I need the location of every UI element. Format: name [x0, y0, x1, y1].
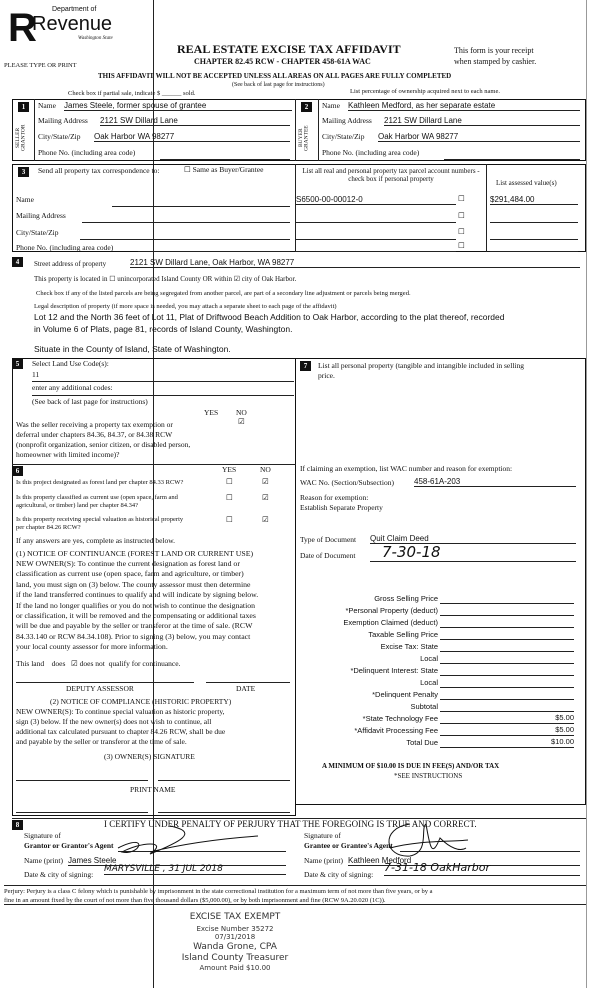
- notice1-line: land, you must sign on (3) below. The county assessor must then determine: [16, 579, 251, 589]
- street-label: Street address of property: [34, 260, 107, 268]
- see-back: (See back of last page for instructions): [232, 82, 325, 88]
- buyer-label: BUYER GRANTEE: [298, 125, 310, 151]
- treasurer-name: Wanda Grone, CPA: [193, 942, 277, 952]
- section-number: 7: [300, 361, 311, 371]
- doc-type-field[interactable]: Quit Claim Deed: [370, 534, 576, 544]
- assessed-header: List assessed value(s): [496, 179, 557, 187]
- fee-label: Gross Selling Price: [374, 594, 438, 603]
- legal-label: Legal description of property (if more space is needed, you may attach a separate sheet to each page of the affidavit): [34, 303, 337, 310]
- exemption-question: Was the seller receiving a property tax exemption or: [16, 420, 173, 429]
- assessed-value-field[interactable]: $291,484.00: [490, 195, 578, 205]
- personal-property-checkbox[interactable]: ☐: [458, 227, 465, 236]
- label: Name: [322, 101, 340, 110]
- personal-property-checkbox[interactable]: ☐: [458, 211, 465, 220]
- stamp-date: 07/31/2018: [214, 933, 256, 941]
- grantor-date-field[interactable]: MARYSVILLE , 31 JUL 2018: [104, 864, 286, 875]
- segregated-note[interactable]: Check box if any of the listed parcels are being segregated from another parcel, are part of a secondary line adjustment or parcels being merged.: [36, 290, 411, 297]
- logo-name: Revenue: [32, 13, 113, 35]
- fee-value[interactable]: [440, 665, 574, 676]
- grantee-date-field[interactable]: 7-31-18 OakHarbor: [384, 862, 580, 876]
- yes-header: YES: [222, 465, 237, 474]
- fee-label: *Affidavit Processing Fee: [354, 726, 438, 735]
- perjury-note: Perjury: Perjury is a class C felony which is punishable by imprisonment in the state correctional institution for a maximum term of not more than five years, or by a: [4, 888, 433, 895]
- notice1-line: or classification, it will be removed and the compensating or additional taxes: [16, 611, 256, 620]
- if-yes-note: If any answers are yes, complete as instructed below.: [16, 536, 176, 545]
- fee-value[interactable]: [440, 701, 574, 712]
- fee-label: *Delinquent Penalty: [372, 690, 438, 699]
- same-as-checkbox[interactable]: ☐ Same as Buyer/Grantee: [184, 165, 264, 174]
- section-number: 5: [12, 359, 23, 369]
- label: Signature of: [24, 831, 61, 840]
- legal-description: Lot 12 and the North 36 feet of Lot 11, Plat of Driftwood Beach Addition to Oak Harbor, according to the plat thereof, recorded: [34, 312, 505, 322]
- grantor-name-field[interactable]: James Steele: [68, 856, 286, 866]
- legal-description: Situate in the County of Island, State of Washington.: [34, 344, 231, 354]
- fee-value[interactable]: [440, 677, 574, 688]
- seller-phone-field[interactable]: [160, 149, 290, 160]
- warning: THIS AFFIDAVIT WILL NOT BE ACCEPTED UNLESS ALL AREAS ON ALL PAGES ARE FULLY COMPLETED: [98, 72, 452, 80]
- does-not-checkbox[interactable]: ☑: [71, 659, 78, 668]
- notice1-line: if the land transferred continues to qualify and will indicate by signing below.: [16, 590, 259, 600]
- historic-question: Is this property receiving special valuation as historical property: [16, 516, 184, 523]
- section-number: 2: [301, 102, 312, 112]
- street-address-field[interactable]: 2121 SW Dillard Lane, Oak Harbor, WA 98277: [130, 258, 580, 268]
- doc-date-label: Date of Document: [300, 551, 356, 560]
- date-label: DATE: [236, 684, 256, 693]
- exemption-question: deferral under chapters 84.36, 84.37, or 84.38 RCW: [16, 430, 173, 439]
- fee-value[interactable]: [440, 689, 574, 700]
- notice1-line: will be due and payable by the seller or transferor at the time of sale. (RCW: [16, 621, 253, 631]
- fee-value[interactable]: [440, 653, 574, 664]
- logo-dept: Department of: [52, 6, 97, 13]
- notice1-title: (1) NOTICE OF CONTINUANCE (FOREST LAND OR CURRENT USE): [16, 549, 254, 558]
- label: does: [51, 659, 66, 668]
- fee-label: Taxable Selling Price: [368, 630, 438, 639]
- fee-label: Exemption Claimed (deduct): [343, 618, 438, 627]
- label: This property is located in: [34, 275, 108, 283]
- no-header: NO: [236, 408, 247, 417]
- notice1-line: 84.33.140 or RCW 84.34.108). Prior to signing (3) below, you may contact: [16, 631, 251, 641]
- reason-label: Reason for exemption:: [300, 493, 369, 502]
- exemption-question: homeowner with limited income)?: [16, 450, 120, 459]
- notice2-line: additional tax calculated pursuant to chapter 84.26 RCW, shall be due: [16, 727, 226, 736]
- label: Signature of: [304, 831, 341, 840]
- buyer-name-field[interactable]: Kathleen Medford, as her separate estate: [348, 101, 580, 111]
- label: Phone No. (including area code): [322, 148, 420, 157]
- fee-value[interactable]: [440, 641, 574, 652]
- notice2-line: and payable by the seller or transferor at the time of sale.: [16, 737, 187, 746]
- see-back: (See back of last page for instructions): [32, 397, 148, 406]
- label: Mailing Address: [322, 116, 372, 125]
- wac-label: WAC No. (Section/Subsection): [300, 478, 394, 487]
- fee-label: Local: [420, 654, 438, 663]
- no-header: NO: [260, 465, 271, 474]
- label: does not: [79, 659, 105, 668]
- yes-header: YES: [204, 408, 219, 417]
- notice2-title: (2) NOTICE OF COMPLIANCE (HISTORIC PROPERTY): [50, 697, 232, 706]
- continuance-line: [16, 660, 180, 669]
- parcels-header: List all real and personal property tax parcel account numbers - check box if personal property: [302, 167, 480, 184]
- excise-number: Excise Number 35272: [196, 925, 274, 933]
- label: Date & city of signing:: [24, 870, 94, 879]
- exemption-label: If claiming an exemption, list WAC number and reason for exemption:: [300, 464, 513, 473]
- label: Mailing Address: [38, 116, 88, 125]
- notice1-line: your local county assessor for more information.: [16, 642, 168, 652]
- fee-label: Excise Tax: State: [380, 642, 438, 651]
- exemption-no-checkbox[interactable]: ☑: [238, 417, 245, 426]
- notice1-line: If the land no longer qualifies or you do not wish to continue the designation: [16, 600, 256, 610]
- wac-field[interactable]: 458-61A-203: [414, 477, 576, 487]
- exemption-question: (nonprofit organization, senior citizen, or disabled person,: [16, 440, 191, 449]
- notice2-line: NEW OWNER(S): To continue special valuation as historic property,: [16, 707, 225, 716]
- please-type: PLEASE TYPE OR PRINT: [4, 62, 77, 69]
- logo-state: Washington State: [78, 36, 113, 41]
- section-number: 4: [12, 257, 23, 267]
- treasurer-office: Island County Treasurer: [181, 953, 289, 963]
- personal-property-checkbox[interactable]: ☐: [458, 194, 465, 203]
- label: Mailing Address: [16, 211, 66, 220]
- label: Name: [16, 195, 34, 204]
- minimum-note: A MINIMUM OF $10.00 IS DUE IN FEE(S) AND/OR TAX: [322, 762, 500, 770]
- location-line: [34, 275, 296, 283]
- certify-statement: I CERTIFY UNDER PENALTY OF PERJURY THAT THE FOREGOING IS TRUE AND CORRECT.: [104, 819, 477, 829]
- fee-label: Total Due: [406, 738, 438, 747]
- current-use-question: Is this property classified as current use (open space, farm and: [16, 494, 178, 501]
- historic-yes-checkbox[interactable]: ☐: [226, 515, 233, 524]
- form-subtitle: CHAPTER 82.45 RCW - CHAPTER 458-61A WAC: [194, 57, 371, 66]
- label: Grantor or Grantor's Agent: [24, 841, 114, 850]
- logo-r-icon: R: [8, 6, 37, 50]
- correspondence-label: Send all property tax correspondence to:: [38, 166, 160, 175]
- reason-field[interactable]: Establish Separate Property: [300, 503, 383, 512]
- land-use-code[interactable]: 11: [32, 370, 40, 379]
- seller-city-field[interactable]: Oak Harbor WA 98277: [94, 132, 290, 142]
- current-use-no-checkbox[interactable]: ☑: [262, 493, 269, 502]
- fee-value[interactable]: [440, 617, 574, 628]
- fee-value[interactable]: [440, 605, 574, 616]
- label: Grantee or Grantee's Agent: [304, 841, 393, 850]
- fee-value[interactable]: [440, 629, 574, 640]
- seller-name-field[interactable]: James Steele, former spouse of grantee: [64, 101, 292, 111]
- label: unincorporated Island County OR within: [117, 275, 232, 283]
- buyer-address-field[interactable]: 2121 SW Dillard Lane: [384, 116, 580, 126]
- current-use-question: agricultural, or timber) land per chapter 84.34?: [16, 502, 139, 509]
- stamp-title: EXCISE TAX EXEMPT: [189, 912, 281, 922]
- grantee-name-field[interactable]: Kathleen Medford: [348, 856, 580, 866]
- partial-sale: Check box if partial sale, indicate $ ______ sold.: [68, 90, 196, 97]
- fee-value[interactable]: $10.00: [440, 737, 574, 748]
- notice2-line: sign (3) below. If the new owner(s) does not wish to continue, all: [16, 717, 212, 726]
- label: city of Oak Harbor.: [241, 275, 297, 283]
- same-as-label: Same as Buyer/Grantee: [192, 165, 264, 174]
- doc-type-label: Type of Document: [300, 535, 357, 544]
- print-name-label: PRINT NAME: [130, 785, 176, 794]
- seller-label: SELLER GRANTOR: [15, 124, 27, 152]
- city-checkbox[interactable]: ☑: [233, 275, 241, 283]
- historic-no-checkbox[interactable]: ☑: [262, 515, 269, 524]
- label: qualify for continuance.: [108, 659, 181, 668]
- section-number: 8: [12, 820, 23, 830]
- fee-label: *State Technology Fee: [362, 714, 438, 723]
- fee-label: *Personal Property (deduct): [345, 606, 438, 615]
- label: Phone No. (including area code): [38, 148, 136, 157]
- label: Date & city of signing:: [304, 870, 374, 879]
- receipt-note-2: when stamped by cashier.: [454, 57, 537, 66]
- fee-value[interactable]: $5.00: [440, 713, 574, 724]
- fee-label: *Delinquent Interest: State: [350, 666, 438, 675]
- grantor-signature[interactable]: [110, 822, 260, 858]
- personal-property-checkbox[interactable]: ☐: [458, 241, 465, 250]
- section-number: 6: [12, 466, 23, 476]
- label: Name (print): [24, 856, 63, 865]
- form-title: REAL ESTATE EXCISE TAX AFFIDAVIT: [177, 42, 401, 56]
- forest-question: Is this project designated as forest land per chapter 84.33 RCW?: [16, 479, 184, 486]
- label: City/State/Zip: [322, 132, 365, 141]
- section-number: 3: [18, 167, 29, 177]
- legal-description: in Volume 6 of Plats, page 81, records of Island County, Washington.: [34, 324, 293, 334]
- page-edge: [586, 0, 587, 988]
- personal-property-label: List all personal property (tangible and intangible included in selling: [318, 361, 524, 370]
- perjury-note: fine in an amount fixed by the court of not more than five thousand dollars ($5,000.00), or by both imprisonment and fine (RCW 9A.20.020 (1C)).: [4, 897, 586, 905]
- fee-label: Subtotal: [410, 702, 438, 711]
- historic-question: per chapter 84.26 RCW?: [16, 524, 81, 531]
- label: Name: [38, 101, 56, 110]
- land-use-label: Select Land Use Code(s):: [32, 359, 109, 368]
- see-instructions: *SEE INSTRUCTIONS: [394, 772, 463, 780]
- label: This land: [16, 659, 45, 668]
- fee-label: Local: [420, 678, 438, 687]
- amount-paid: Amount Paid $10.00: [199, 964, 271, 972]
- buyer-city-field[interactable]: Oak Harbor WA 98277: [378, 132, 580, 142]
- unincorporated-checkbox[interactable]: ☐: [109, 275, 116, 283]
- forest-yes-checkbox[interactable]: ☐: [226, 477, 233, 486]
- owner-signature-label: (3) OWNER(S) SIGNATURE: [104, 752, 195, 761]
- personal-property-label: price.: [318, 371, 335, 380]
- fee-value[interactable]: $5.00: [440, 725, 574, 736]
- label: City/State/Zip: [38, 132, 81, 141]
- fee-value[interactable]: [440, 593, 574, 604]
- additional-codes-label: enter any additional codes:: [32, 383, 113, 392]
- parcel-number-field[interactable]: S6500-00-00012-0: [296, 195, 456, 205]
- current-use-yes-checkbox[interactable]: ☐: [226, 493, 233, 502]
- doc-date-field[interactable]: 7-30-18: [370, 544, 576, 562]
- seller-address-field[interactable]: 2121 SW Dillard Lane: [100, 116, 290, 126]
- label: Phone No. (including area code): [16, 243, 114, 252]
- section-number: 1: [18, 102, 29, 112]
- label: City/State/Zip: [16, 228, 59, 237]
- deputy-assessor-label: DEPUTY ASSESSOR: [66, 684, 134, 693]
- receipt-note: This form is your receipt: [454, 46, 534, 55]
- label: Name (print): [304, 856, 343, 865]
- notice1-line: NEW OWNER(S): To continue the current designation as forest land or: [16, 559, 240, 568]
- ownership-note: List percentage of ownership acquired next to each name.: [350, 88, 500, 95]
- forest-no-checkbox[interactable]: ☑: [262, 477, 269, 486]
- buyer-phone-field[interactable]: [444, 149, 580, 160]
- notice1-line: classification as current use (open space, farm and agriculture, or timber): [16, 569, 244, 579]
